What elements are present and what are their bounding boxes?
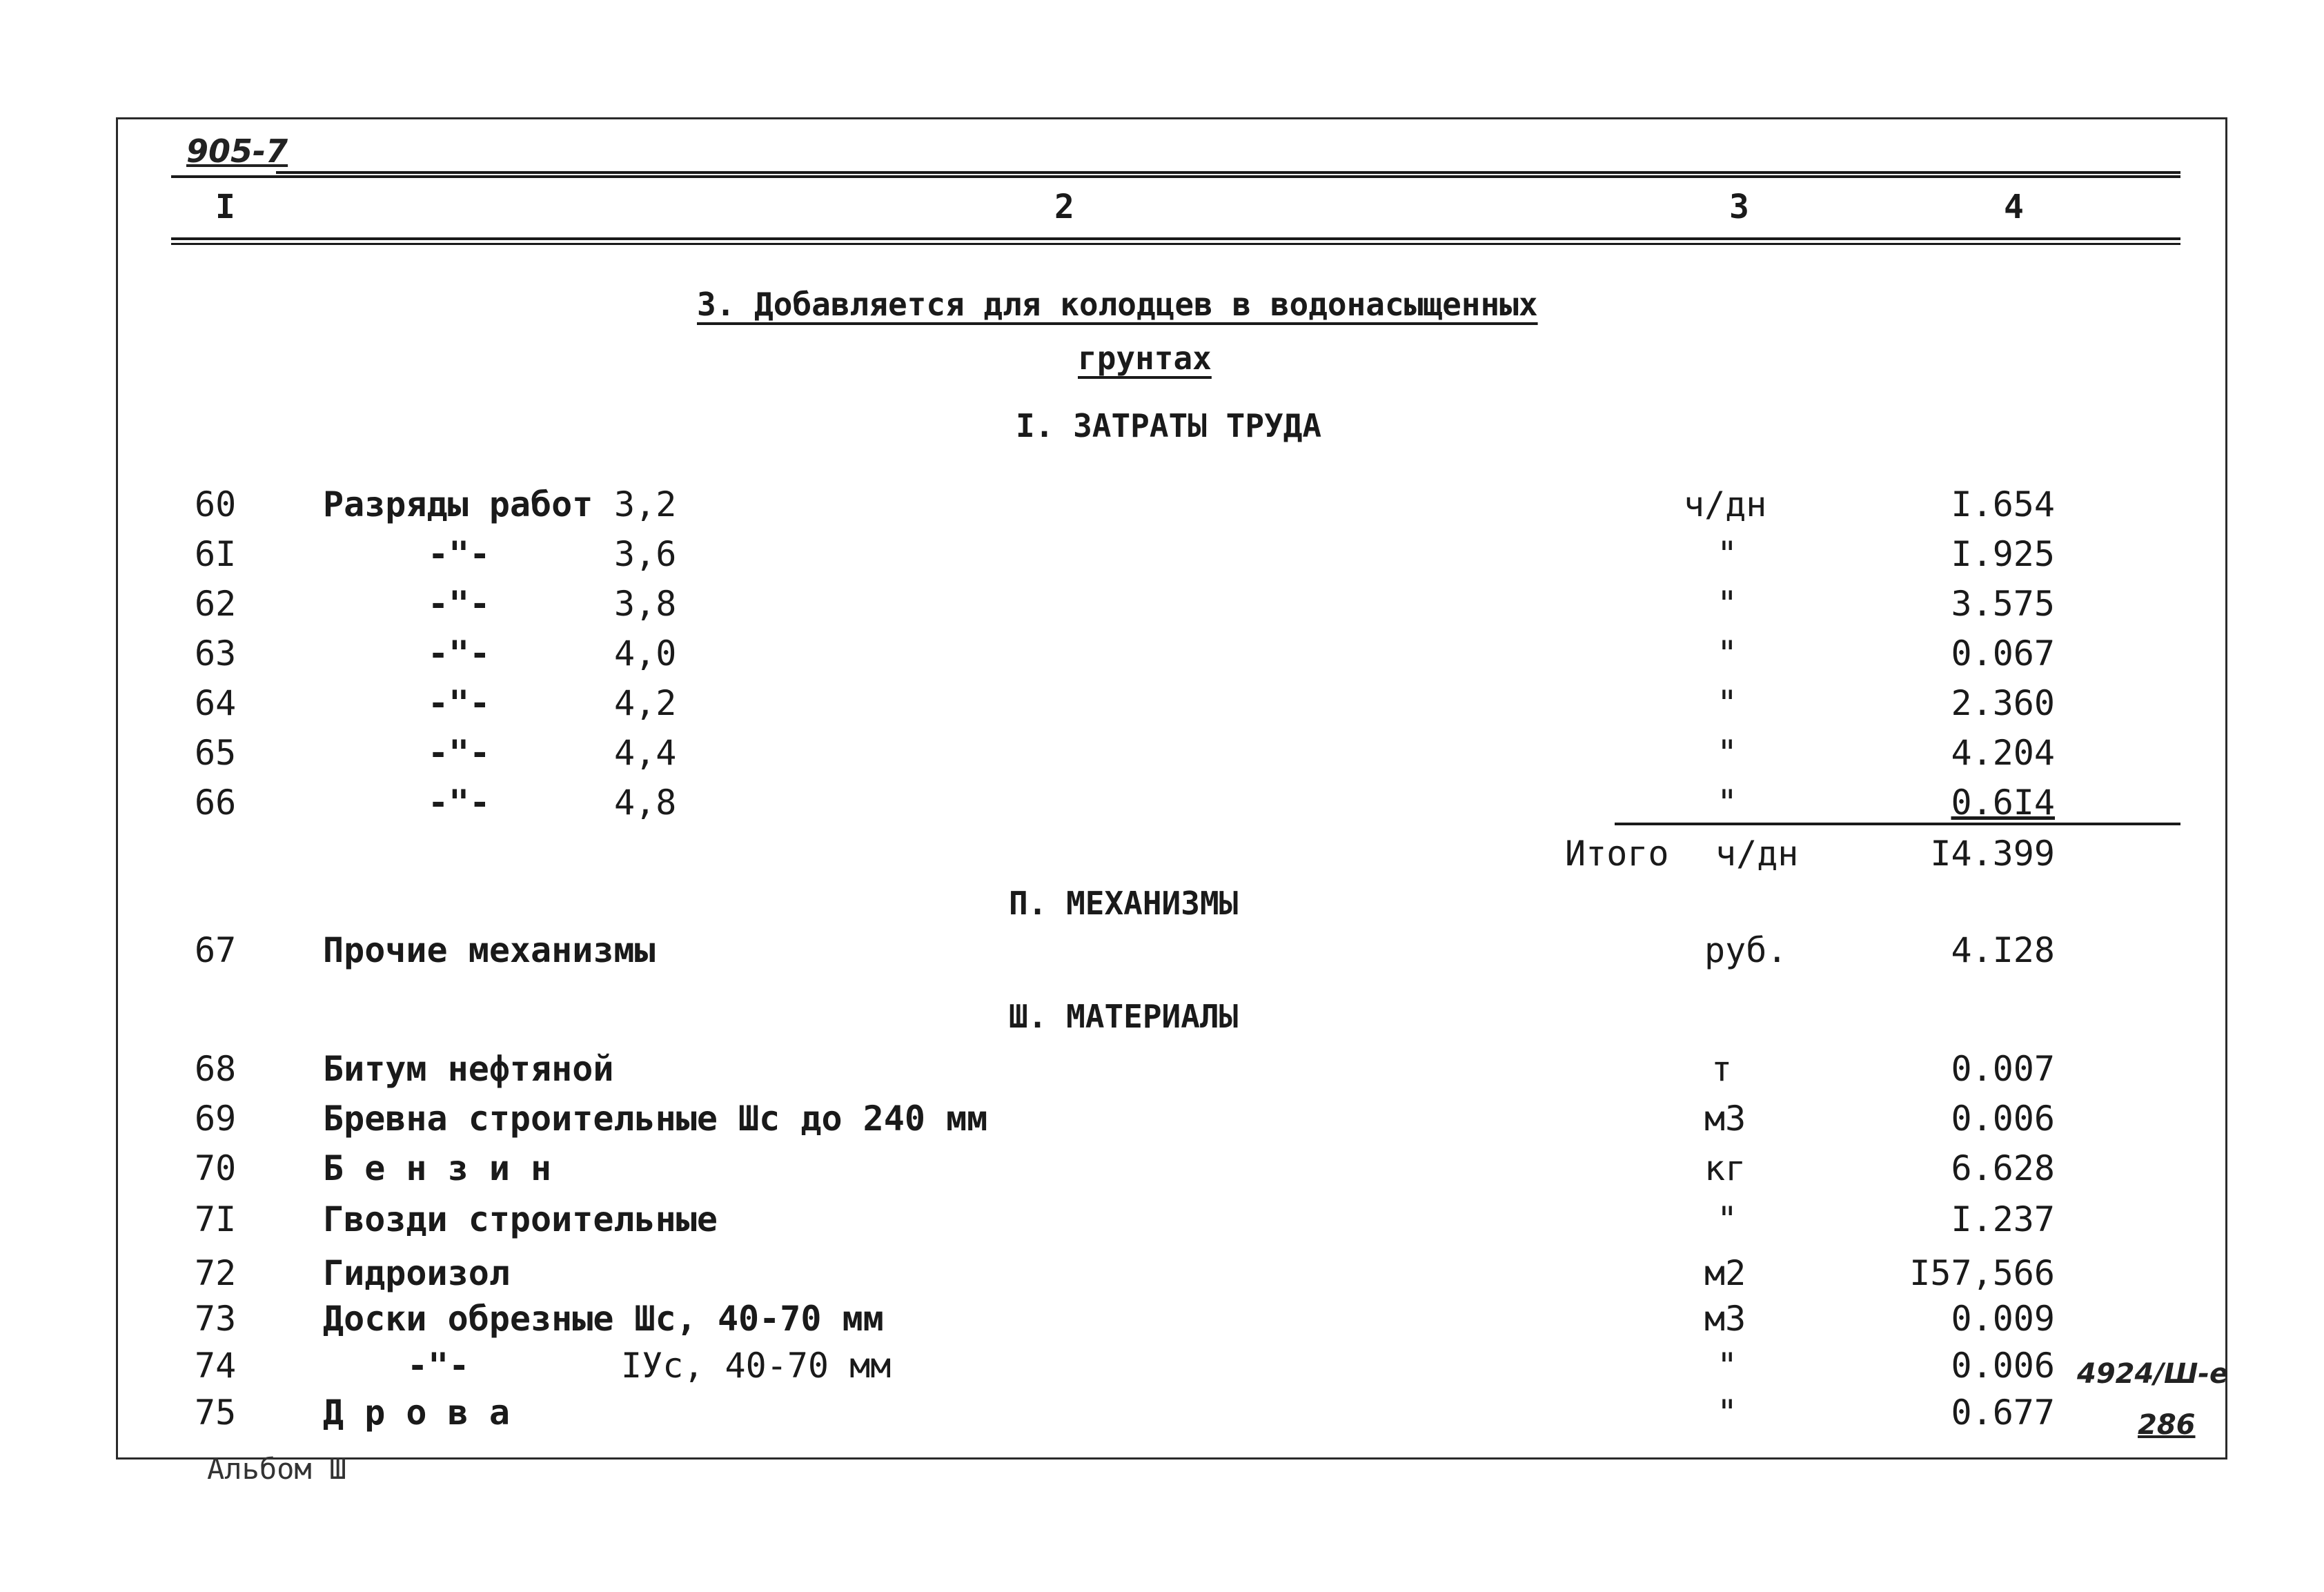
section-heading-labor: I. ЗАТРАТЫ ТРУДА — [1016, 407, 1322, 444]
row-value: 0.067 — [1951, 633, 2055, 674]
section-title-line2: грунтах — [1078, 340, 1212, 377]
subtotal-rule — [1615, 823, 2180, 825]
row-number: 60 — [195, 484, 237, 524]
header-top-rule — [276, 171, 2180, 174]
row-value: 0.677 — [1951, 1393, 2055, 1433]
row-unit: кг — [1704, 1148, 1746, 1188]
row-grade: 4,8 — [614, 783, 677, 823]
row-number: 73 — [195, 1299, 237, 1339]
row-number: 74 — [195, 1346, 237, 1386]
table-row — [0, 484, 2324, 530]
table-row — [0, 930, 2324, 976]
total-row — [0, 834, 2324, 879]
row-grade: 3,6 — [614, 534, 677, 574]
sheet-code: 4924/Ш-е — [2077, 1358, 2229, 1390]
row-value: 2.360 — [1951, 683, 2055, 723]
row-ditto-mark: -"- — [407, 1346, 470, 1386]
row-value: 0.009 — [1951, 1299, 2055, 1339]
row-number: 64 — [195, 683, 237, 723]
row-number: 62 — [195, 584, 237, 624]
row-name: Прочие механизмы — [323, 930, 656, 970]
total-value: I4.399 — [1930, 834, 2055, 874]
row-number: 72 — [195, 1253, 237, 1293]
row-value: 0.006 — [1951, 1099, 2055, 1139]
row-number: 75 — [195, 1393, 237, 1433]
row-unit: ч/дн — [1684, 484, 1767, 524]
column-header-2: 2 — [1054, 188, 1074, 226]
row-ditto-mark: -"- — [428, 584, 491, 624]
section-heading-materials: Ш. МАТЕРИАЛЫ — [1009, 998, 1239, 1035]
row-grade: 3,2 — [614, 484, 677, 524]
document-code: 905-7 — [186, 132, 288, 170]
table-row — [0, 683, 2324, 729]
column-header-4: 4 — [2004, 188, 2024, 226]
row-grade: 4,0 — [614, 633, 677, 674]
row-name: Битум нефтяной — [323, 1049, 614, 1089]
row-value: 4.204 — [1951, 733, 2055, 773]
row-ditto-mark: -"- — [428, 683, 491, 723]
row-unit: " — [1717, 584, 1738, 624]
row-grade: IУс, 40-70 мм — [621, 1346, 892, 1386]
row-number: 63 — [195, 633, 237, 674]
table-row — [0, 1253, 2324, 1299]
table-row — [0, 633, 2324, 679]
row-number: 65 — [195, 733, 237, 773]
row-unit: " — [1717, 733, 1738, 773]
row-name: Гвозди строительные — [323, 1199, 718, 1239]
row-name: Д р о в а — [323, 1393, 510, 1433]
row-ditto-mark: -"- — [428, 534, 491, 574]
row-value: I.925 — [1951, 534, 2055, 574]
total-unit: ч/дн — [1715, 834, 1799, 874]
row-unit: м2 — [1704, 1253, 1746, 1293]
table-row — [0, 1393, 2324, 1438]
section-heading-mechanisms: П. МЕХАНИЗМЫ — [1009, 885, 1239, 922]
row-value: I.654 — [1951, 484, 2055, 524]
row-unit: м3 — [1704, 1099, 1746, 1139]
total-label: Итого — [1565, 834, 1669, 874]
row-grade: 4,2 — [614, 683, 677, 723]
row-unit: " — [1717, 1199, 1738, 1239]
table-row — [0, 1199, 2324, 1245]
row-value: 4.I28 — [1951, 930, 2055, 970]
table-row — [0, 1346, 2324, 1391]
row-name: Разряды работ — [323, 484, 593, 524]
table-row — [0, 733, 2324, 778]
row-number: 6I — [195, 534, 237, 574]
row-unit: " — [1717, 1346, 1738, 1386]
header-top-rule-2 — [171, 175, 2180, 178]
header-bottom-rule-2 — [171, 243, 2180, 245]
row-number: 67 — [195, 930, 237, 970]
header-bottom-rule — [171, 237, 2180, 240]
row-grade: 3,8 — [614, 584, 677, 624]
table-row — [0, 783, 2324, 828]
row-name: Доски обрезные Шс, 40-70 мм — [323, 1299, 884, 1339]
table-row — [0, 1299, 2324, 1344]
row-ditto-mark: -"- — [428, 783, 491, 823]
table-row — [0, 534, 2324, 580]
column-header-1: I — [215, 188, 235, 226]
row-name: Гидроизол — [323, 1253, 510, 1293]
row-ditto-mark: -"- — [428, 733, 491, 773]
row-value: 0.007 — [1951, 1049, 2055, 1089]
table-row — [0, 584, 2324, 629]
row-unit: м3 — [1704, 1299, 1746, 1339]
column-header-3: 3 — [1729, 188, 1749, 226]
row-unit: " — [1717, 1393, 1738, 1433]
row-unit: " — [1717, 683, 1738, 723]
row-number: 68 — [195, 1049, 237, 1089]
section-title-line1: 3. Добавляется для колодцев в водонасыщенных — [697, 286, 1538, 323]
row-ditto-mark: -"- — [428, 633, 491, 674]
row-value: 0.006 — [1951, 1346, 2055, 1386]
row-number: 7I — [195, 1199, 237, 1239]
row-value: I.237 — [1951, 1199, 2055, 1239]
row-name: Бревна строительные Шс до 240 мм — [323, 1099, 988, 1139]
table-row — [0, 1049, 2324, 1094]
table-row — [0, 1099, 2324, 1144]
row-name: Б е н з и н — [323, 1148, 552, 1188]
row-unit: т — [1711, 1049, 1733, 1089]
row-value: 3.575 — [1951, 584, 2055, 624]
row-unit: " — [1717, 534, 1738, 574]
row-unit: " — [1717, 633, 1738, 674]
row-value: 6.628 — [1951, 1148, 2055, 1188]
album-label: Альбом Ш — [207, 1452, 347, 1486]
row-value: 0.6I4 — [1951, 783, 2055, 823]
row-grade: 4,4 — [614, 733, 677, 773]
row-value: I57,566 — [1909, 1253, 2055, 1293]
row-unit: " — [1717, 783, 1738, 823]
row-unit: руб. — [1704, 930, 1788, 970]
row-number: 66 — [195, 783, 237, 823]
page-number: 286 — [2138, 1409, 2196, 1441]
row-number: 70 — [195, 1148, 237, 1188]
table-row — [0, 1148, 2324, 1194]
row-number: 69 — [195, 1099, 237, 1139]
